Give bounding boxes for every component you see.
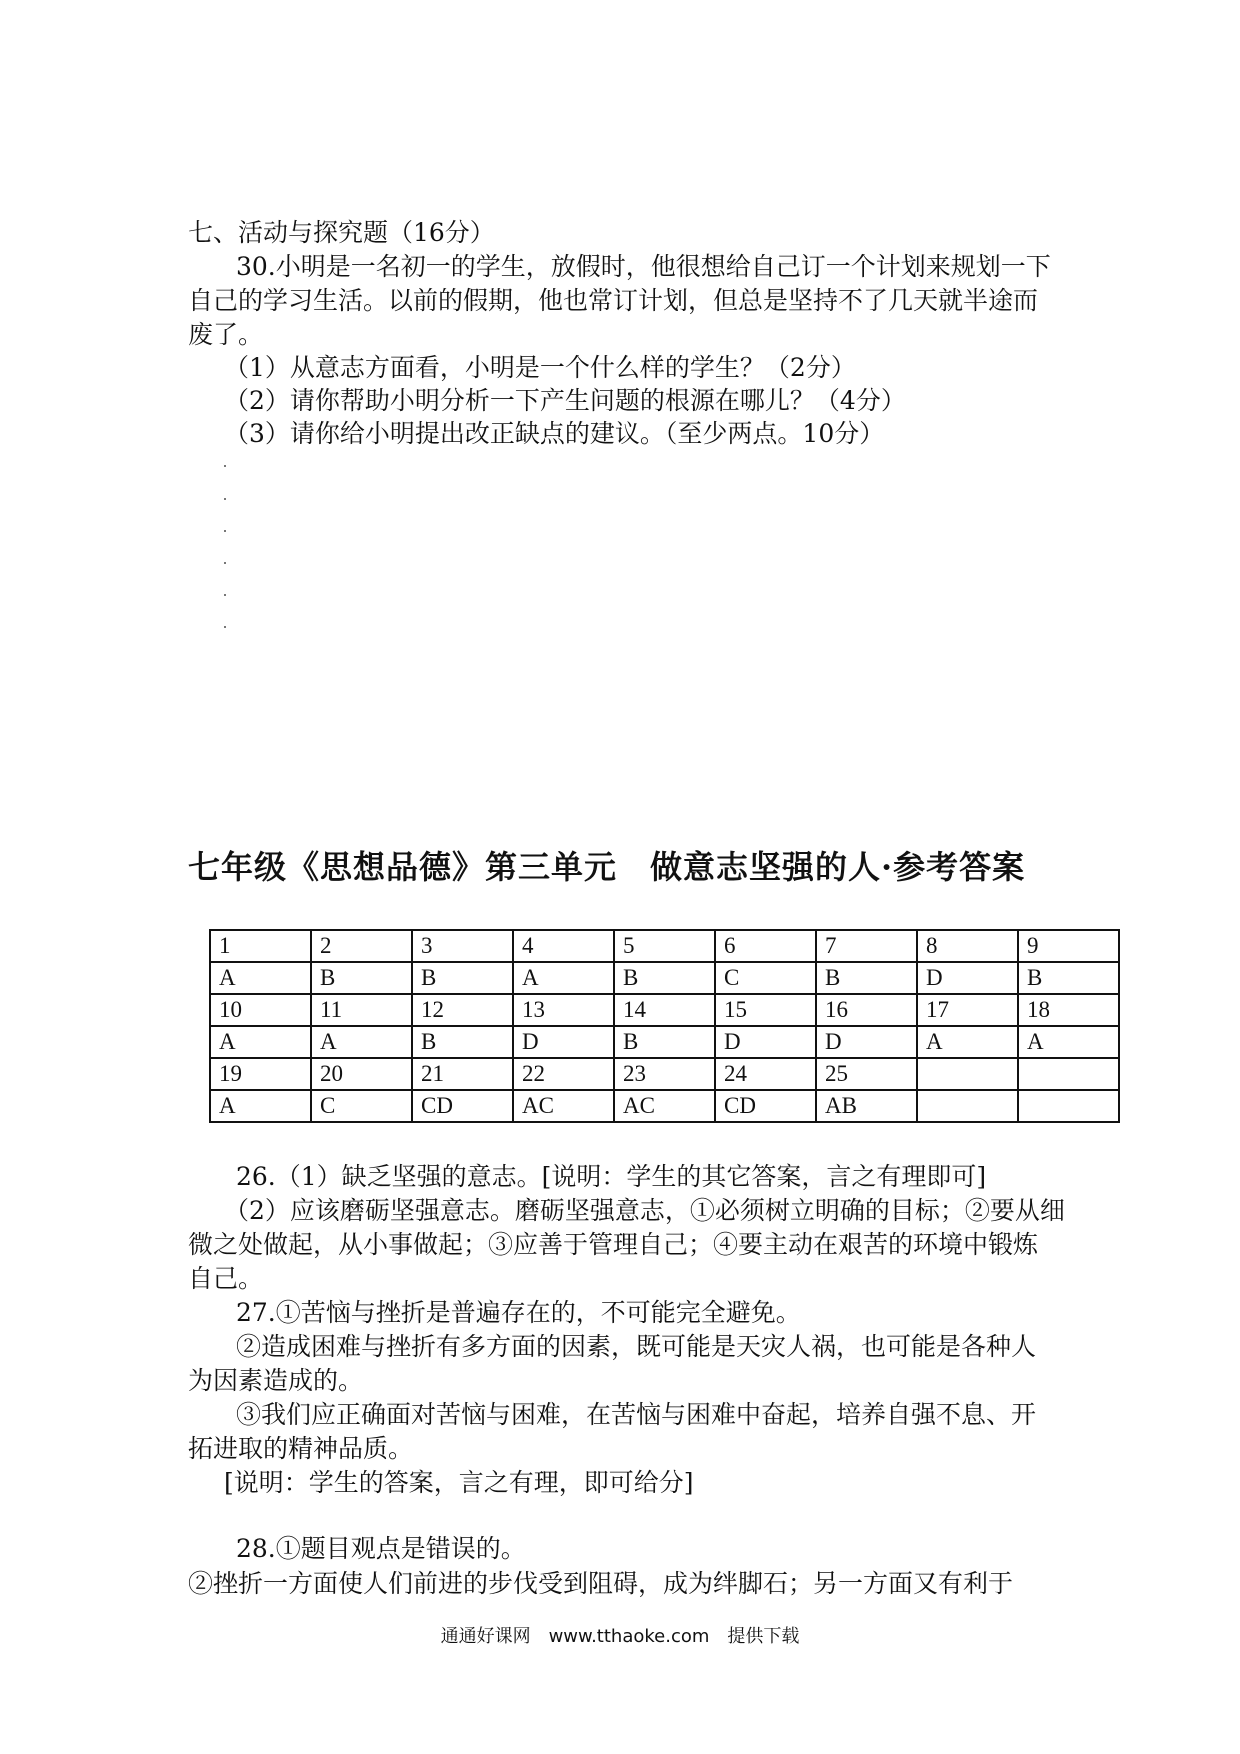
answer-key-title: 七年级《思想品德》第三单元 做意志坚强的人·参考答案 [188, 848, 1026, 886]
answer-table-cell: 12 [412, 994, 513, 1026]
answer-table-cell: D [917, 962, 1018, 994]
section-heading: 七、活动与探究题（16分） [188, 218, 495, 247]
answer-table-cell: 10 [210, 994, 311, 1026]
answer-table-cell: A [513, 962, 614, 994]
question-30-line-1: 30.小明是一名初一的学生，放假时，他很想给自己订一个计划来规划一下 [236, 252, 1051, 281]
answer-table-cell: 9 [1018, 930, 1119, 962]
answer-table-cell [917, 1090, 1018, 1122]
scan-dot [224, 626, 226, 628]
answer-table-cell: 4 [513, 930, 614, 962]
answer-table-cell: CD [412, 1090, 513, 1122]
question-30-sub-2: （2）请你帮助小明分析一下产生问题的根源在哪儿？（4分） [224, 386, 906, 415]
answer-table-cell: 2 [311, 930, 412, 962]
answer-table-cell [1018, 1090, 1119, 1122]
answer-table-cell: 15 [715, 994, 816, 1026]
answer-table-cell: 20 [311, 1058, 412, 1090]
answer-table-cell [1018, 1058, 1119, 1090]
answer-table-cell: 14 [614, 994, 715, 1026]
answer-27-line-5: 拓进取的精神品质。 [188, 1434, 414, 1463]
answer-table-cell: B [412, 1026, 513, 1058]
answer-27-line-2: ②造成困难与挫折有多方面的因素，既可能是天灾人祸，也可能是各种人 [236, 1332, 1037, 1361]
answer-table-cell: B [614, 962, 715, 994]
answer-table-row [210, 1090, 1119, 1122]
scan-dot [224, 594, 226, 596]
answer-table-cell: A [1018, 1026, 1119, 1058]
answer-table-row [210, 1026, 1119, 1058]
answer-table-cell: B [816, 962, 917, 994]
answer-table-cell: 3 [412, 930, 513, 962]
scan-dot [224, 562, 226, 564]
answer-table-cell: D [816, 1026, 917, 1058]
answer-table-cell: B [1018, 962, 1119, 994]
answer-28-line-2: ②挫折一方面使人们前进的步伐受到阻碍，成为绊脚石；另一方面又有利于 [188, 1569, 1014, 1598]
answer-table-cell: 17 [917, 994, 1018, 1026]
answer-26-line-1: 26.（1）缺乏坚强的意志。[说明：学生的其它答案，言之有理即可] [236, 1162, 987, 1191]
answer-table-cell: A [311, 1026, 412, 1058]
answer-table-row [210, 1058, 1119, 1090]
answer-table-cell: AC [614, 1090, 715, 1122]
scan-dot [224, 530, 226, 532]
answer-table-cell: A [917, 1026, 1018, 1058]
answer-table-cell: 13 [513, 994, 614, 1026]
answer-table-cell [917, 1058, 1018, 1090]
scan-dot [224, 465, 226, 467]
answer-table-cell: 5 [614, 930, 715, 962]
answer-table-cell: 16 [816, 994, 917, 1026]
answer-table-cell: B [614, 1026, 715, 1058]
answer-table-cell: D [715, 1026, 816, 1058]
answer-table-row [210, 994, 1119, 1026]
answer-table-cell: AC [513, 1090, 614, 1122]
answer-table-row [210, 930, 1119, 962]
answer-table-cell: 22 [513, 1058, 614, 1090]
answer-table-cell: 1 [210, 930, 311, 962]
answer-table-cell: 19 [210, 1058, 311, 1090]
question-30-sub-1: （1）从意志方面看，小明是一个什么样的学生？（2分） [224, 353, 856, 382]
answer-table-cell: A [210, 962, 311, 994]
answer-28-line-1: 28.①题目观点是错误的。 [236, 1534, 526, 1563]
answer-27-line-1: 27.①苦恼与挫折是普遍存在的，不可能完全避免。 [236, 1298, 801, 1327]
question-30-line-3: 废了。 [188, 320, 264, 349]
answer-table-cell: 24 [715, 1058, 816, 1090]
answer-table-cell: B [412, 962, 513, 994]
answer-27-line-4: ③我们应正确面对苦恼与困难，在苦恼与困难中奋起，培养自强不息、开 [236, 1400, 1037, 1429]
question-30-line-2: 自己的学习生活。以前的假期，他也常订计划，但总是坚持不了几天就半途而 [188, 286, 1039, 315]
answer-27-line-6: [说明：学生的答案，言之有理，即可给分] [224, 1468, 694, 1497]
answer-table-cell: AB [816, 1090, 917, 1122]
answer-table-cell: C [715, 962, 816, 994]
answer-table [209, 929, 1120, 1123]
answer-27-line-3: 为因素造成的。 [188, 1366, 364, 1395]
footer-download-note: 通通好课网 www.tthaoke.com 提供下载 [440, 1626, 800, 1647]
answer-table-cell: 21 [412, 1058, 513, 1090]
scan-dot [224, 498, 226, 500]
answer-table-cell: 8 [917, 930, 1018, 962]
answer-table-cell: D [513, 1026, 614, 1058]
answer-table-cell: 25 [816, 1058, 917, 1090]
answer-table-cell: C [311, 1090, 412, 1122]
answer-26-line-3: 微之处做起，从小事做起；③应善于管理自己；④要主动在艰苦的环境中锻炼 [188, 1230, 1039, 1259]
answer-table-cell: B [311, 962, 412, 994]
answer-table-cell: 18 [1018, 994, 1119, 1026]
answer-table-cell: A [210, 1090, 311, 1122]
answer-26-line-2: （2）应该磨砺坚强意志。磨砺坚强意志，①必须树立明确的目标；②要从细 [224, 1196, 1065, 1225]
answer-table-cell: 7 [816, 930, 917, 962]
question-30-sub-3: （3）请你给小明提出改正缺点的建议。（至少两点。10分） [224, 419, 885, 448]
answer-table-cell: 6 [715, 930, 816, 962]
answer-table-cell: A [210, 1026, 311, 1058]
answer-table-cell: 11 [311, 994, 412, 1026]
answer-table-cell: CD [715, 1090, 816, 1122]
answer-26-line-4: 自己。 [188, 1264, 264, 1293]
answer-table-cell: 23 [614, 1058, 715, 1090]
answer-table-row [210, 962, 1119, 994]
